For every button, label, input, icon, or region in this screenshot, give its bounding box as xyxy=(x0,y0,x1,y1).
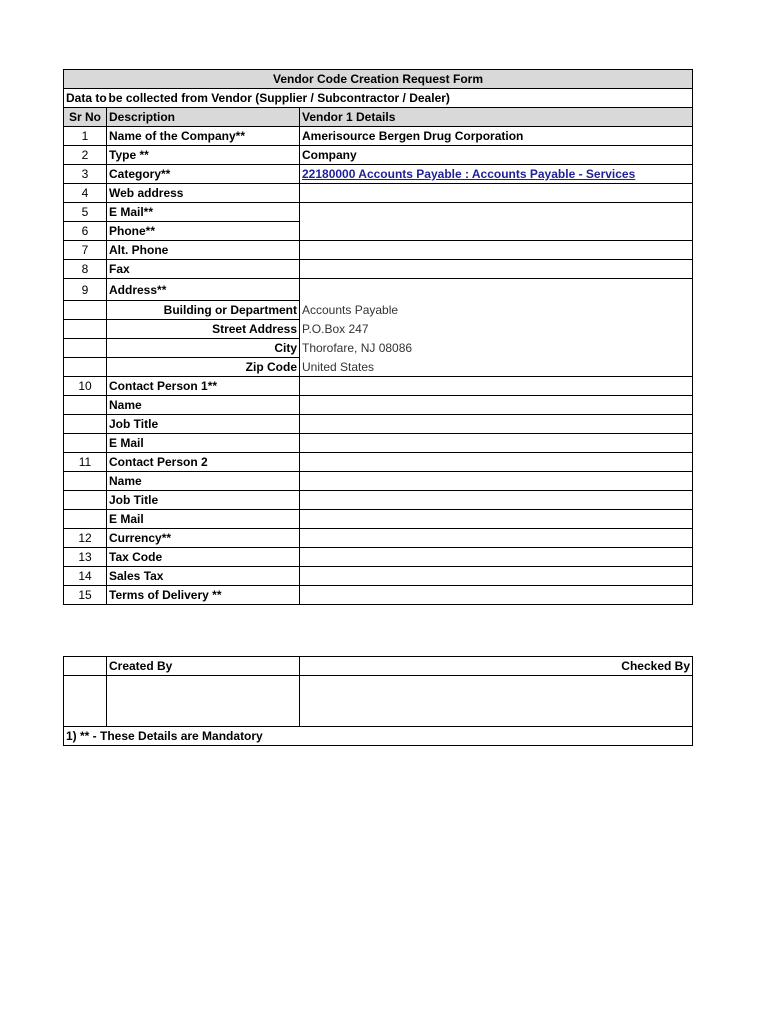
form-title: Vendor Code Creation Request Form xyxy=(64,70,693,89)
category-link-text[interactable]: 22180000 Accounts Payable : Accounts Payable - Services xyxy=(302,167,636,181)
field-label: Phone** xyxy=(107,222,300,241)
sr-no: 9 xyxy=(64,279,107,301)
sr-no-empty xyxy=(64,472,107,491)
contact2-label: Contact Person 2 xyxy=(107,453,300,472)
sr-no: 5 xyxy=(64,203,107,222)
sr-no: 14 xyxy=(64,567,107,586)
table-row xyxy=(64,472,693,491)
table-row xyxy=(64,222,693,241)
table-row xyxy=(64,184,693,203)
contact1-value[interactable] xyxy=(300,377,693,396)
zip-value[interactable]: United States xyxy=(300,358,693,377)
contact2-name-value[interactable] xyxy=(300,472,693,491)
field-label: Category** xyxy=(107,165,300,184)
building-label: Building or Department xyxy=(107,301,300,320)
table-row xyxy=(64,279,693,301)
sr-no: 4 xyxy=(64,184,107,203)
tax-code-value[interactable] xyxy=(300,548,693,567)
terms-of-delivery-value[interactable] xyxy=(300,586,693,605)
table-row xyxy=(64,586,693,605)
address-value[interactable] xyxy=(300,279,693,301)
table-row xyxy=(64,415,693,434)
fax-value[interactable] xyxy=(300,260,693,279)
contact2-value[interactable] xyxy=(300,453,693,472)
company-name-value[interactable]: Amerisource Bergen Drug Corporation xyxy=(300,127,693,146)
contact2-job-label: Job Title xyxy=(107,491,300,510)
sr-no-empty xyxy=(64,339,107,358)
signoff-empty-cell xyxy=(64,676,107,727)
table-row xyxy=(64,529,693,548)
field-label: Type ** xyxy=(107,146,300,165)
currency-value[interactable] xyxy=(300,529,693,548)
sr-no: 1 xyxy=(64,127,107,146)
web-address-value[interactable] xyxy=(300,184,693,203)
sr-no-empty xyxy=(64,434,107,453)
field-label: Terms of Delivery ** xyxy=(107,586,300,605)
contact1-email-value[interactable] xyxy=(300,434,693,453)
table-row xyxy=(64,241,693,260)
contact1-name-label: Name xyxy=(107,396,300,415)
signoff-table xyxy=(63,656,693,746)
created-by-label: Created By xyxy=(107,657,300,676)
sr-no: 7 xyxy=(64,241,107,260)
email-value[interactable] xyxy=(300,203,693,222)
sr-no: 3 xyxy=(64,165,107,184)
sr-no-empty xyxy=(64,320,107,339)
signoff-empty-cell xyxy=(64,657,107,676)
sr-no-empty xyxy=(64,358,107,377)
field-label: Currency** xyxy=(107,529,300,548)
field-label: Address** xyxy=(107,279,300,301)
contact2-name-label: Name xyxy=(107,472,300,491)
contact1-name-value[interactable] xyxy=(300,396,693,415)
table-row xyxy=(64,301,693,320)
table-row xyxy=(64,146,693,165)
type-value[interactable]: Company xyxy=(300,146,693,165)
field-label: Web address xyxy=(107,184,300,203)
sr-no: 13 xyxy=(64,548,107,567)
street-value[interactable]: P.O.Box 247 xyxy=(300,320,693,339)
alt-phone-value[interactable] xyxy=(300,241,693,260)
sr-no-empty xyxy=(64,510,107,529)
vendor-form-table xyxy=(63,69,693,605)
sr-no: 12 xyxy=(64,529,107,548)
table-row xyxy=(64,377,693,396)
field-label: Sales Tax xyxy=(107,567,300,586)
sr-no-empty xyxy=(64,491,107,510)
field-label: Alt. Phone xyxy=(107,241,300,260)
sr-no-empty xyxy=(64,301,107,320)
contact2-email-label: E Mail xyxy=(107,510,300,529)
contact2-job-value[interactable] xyxy=(300,491,693,510)
header-vendor-details: Vendor 1 Details xyxy=(300,108,693,127)
checked-by-signature[interactable] xyxy=(300,676,693,727)
field-label: Fax xyxy=(107,260,300,279)
sales-tax-value[interactable] xyxy=(300,567,693,586)
sr-no: 11 xyxy=(64,453,107,472)
subtitle-left: Data to xyxy=(64,89,107,108)
mandatory-note: 1) ** - These Details are Mandatory xyxy=(64,727,693,746)
table-row xyxy=(64,358,693,377)
street-label: Street Address xyxy=(107,320,300,339)
sr-no-empty xyxy=(64,415,107,434)
contact1-email-label: E Mail xyxy=(107,434,300,453)
table-row xyxy=(64,396,693,415)
created-by-signature[interactable] xyxy=(107,676,300,727)
sr-no: 8 xyxy=(64,260,107,279)
table-row xyxy=(64,260,693,279)
field-label: Tax Code xyxy=(107,548,300,567)
table-row xyxy=(64,434,693,453)
sr-no: 6 xyxy=(64,222,107,241)
table-row xyxy=(64,510,693,529)
table-row xyxy=(64,127,693,146)
contact1-job-label: Job Title xyxy=(107,415,300,434)
field-label: Name of the Company** xyxy=(107,127,300,146)
sr-no-empty xyxy=(64,396,107,415)
sr-no: 10 xyxy=(64,377,107,396)
contact2-email-value[interactable] xyxy=(300,510,693,529)
building-value[interactable]: Accounts Payable xyxy=(300,301,693,320)
table-row xyxy=(64,567,693,586)
table-row xyxy=(64,548,693,567)
city-value[interactable]: Thorofare, NJ 08086 xyxy=(300,339,693,358)
subtitle-right: be collected from Vendor (Supplier / Subcontractor / Dealer) xyxy=(107,89,693,108)
sr-no: 2 xyxy=(64,146,107,165)
table-row xyxy=(64,320,693,339)
table-row xyxy=(64,203,693,222)
table-row xyxy=(64,453,693,472)
category-link[interactable] xyxy=(300,165,693,184)
table-row xyxy=(64,165,693,184)
contact1-label: Contact Person 1** xyxy=(107,377,300,396)
field-label: E Mail** xyxy=(107,203,300,222)
checked-by-label: Checked By xyxy=(300,657,693,676)
city-label: City xyxy=(107,339,300,358)
zip-label: Zip Code xyxy=(107,358,300,377)
header-sr-no: Sr No xyxy=(64,108,107,127)
sr-no: 15 xyxy=(64,586,107,605)
table-row xyxy=(64,491,693,510)
phone-value[interactable] xyxy=(300,222,693,241)
header-description: Description xyxy=(107,108,300,127)
table-row xyxy=(64,339,693,358)
contact1-job-value[interactable] xyxy=(300,415,693,434)
